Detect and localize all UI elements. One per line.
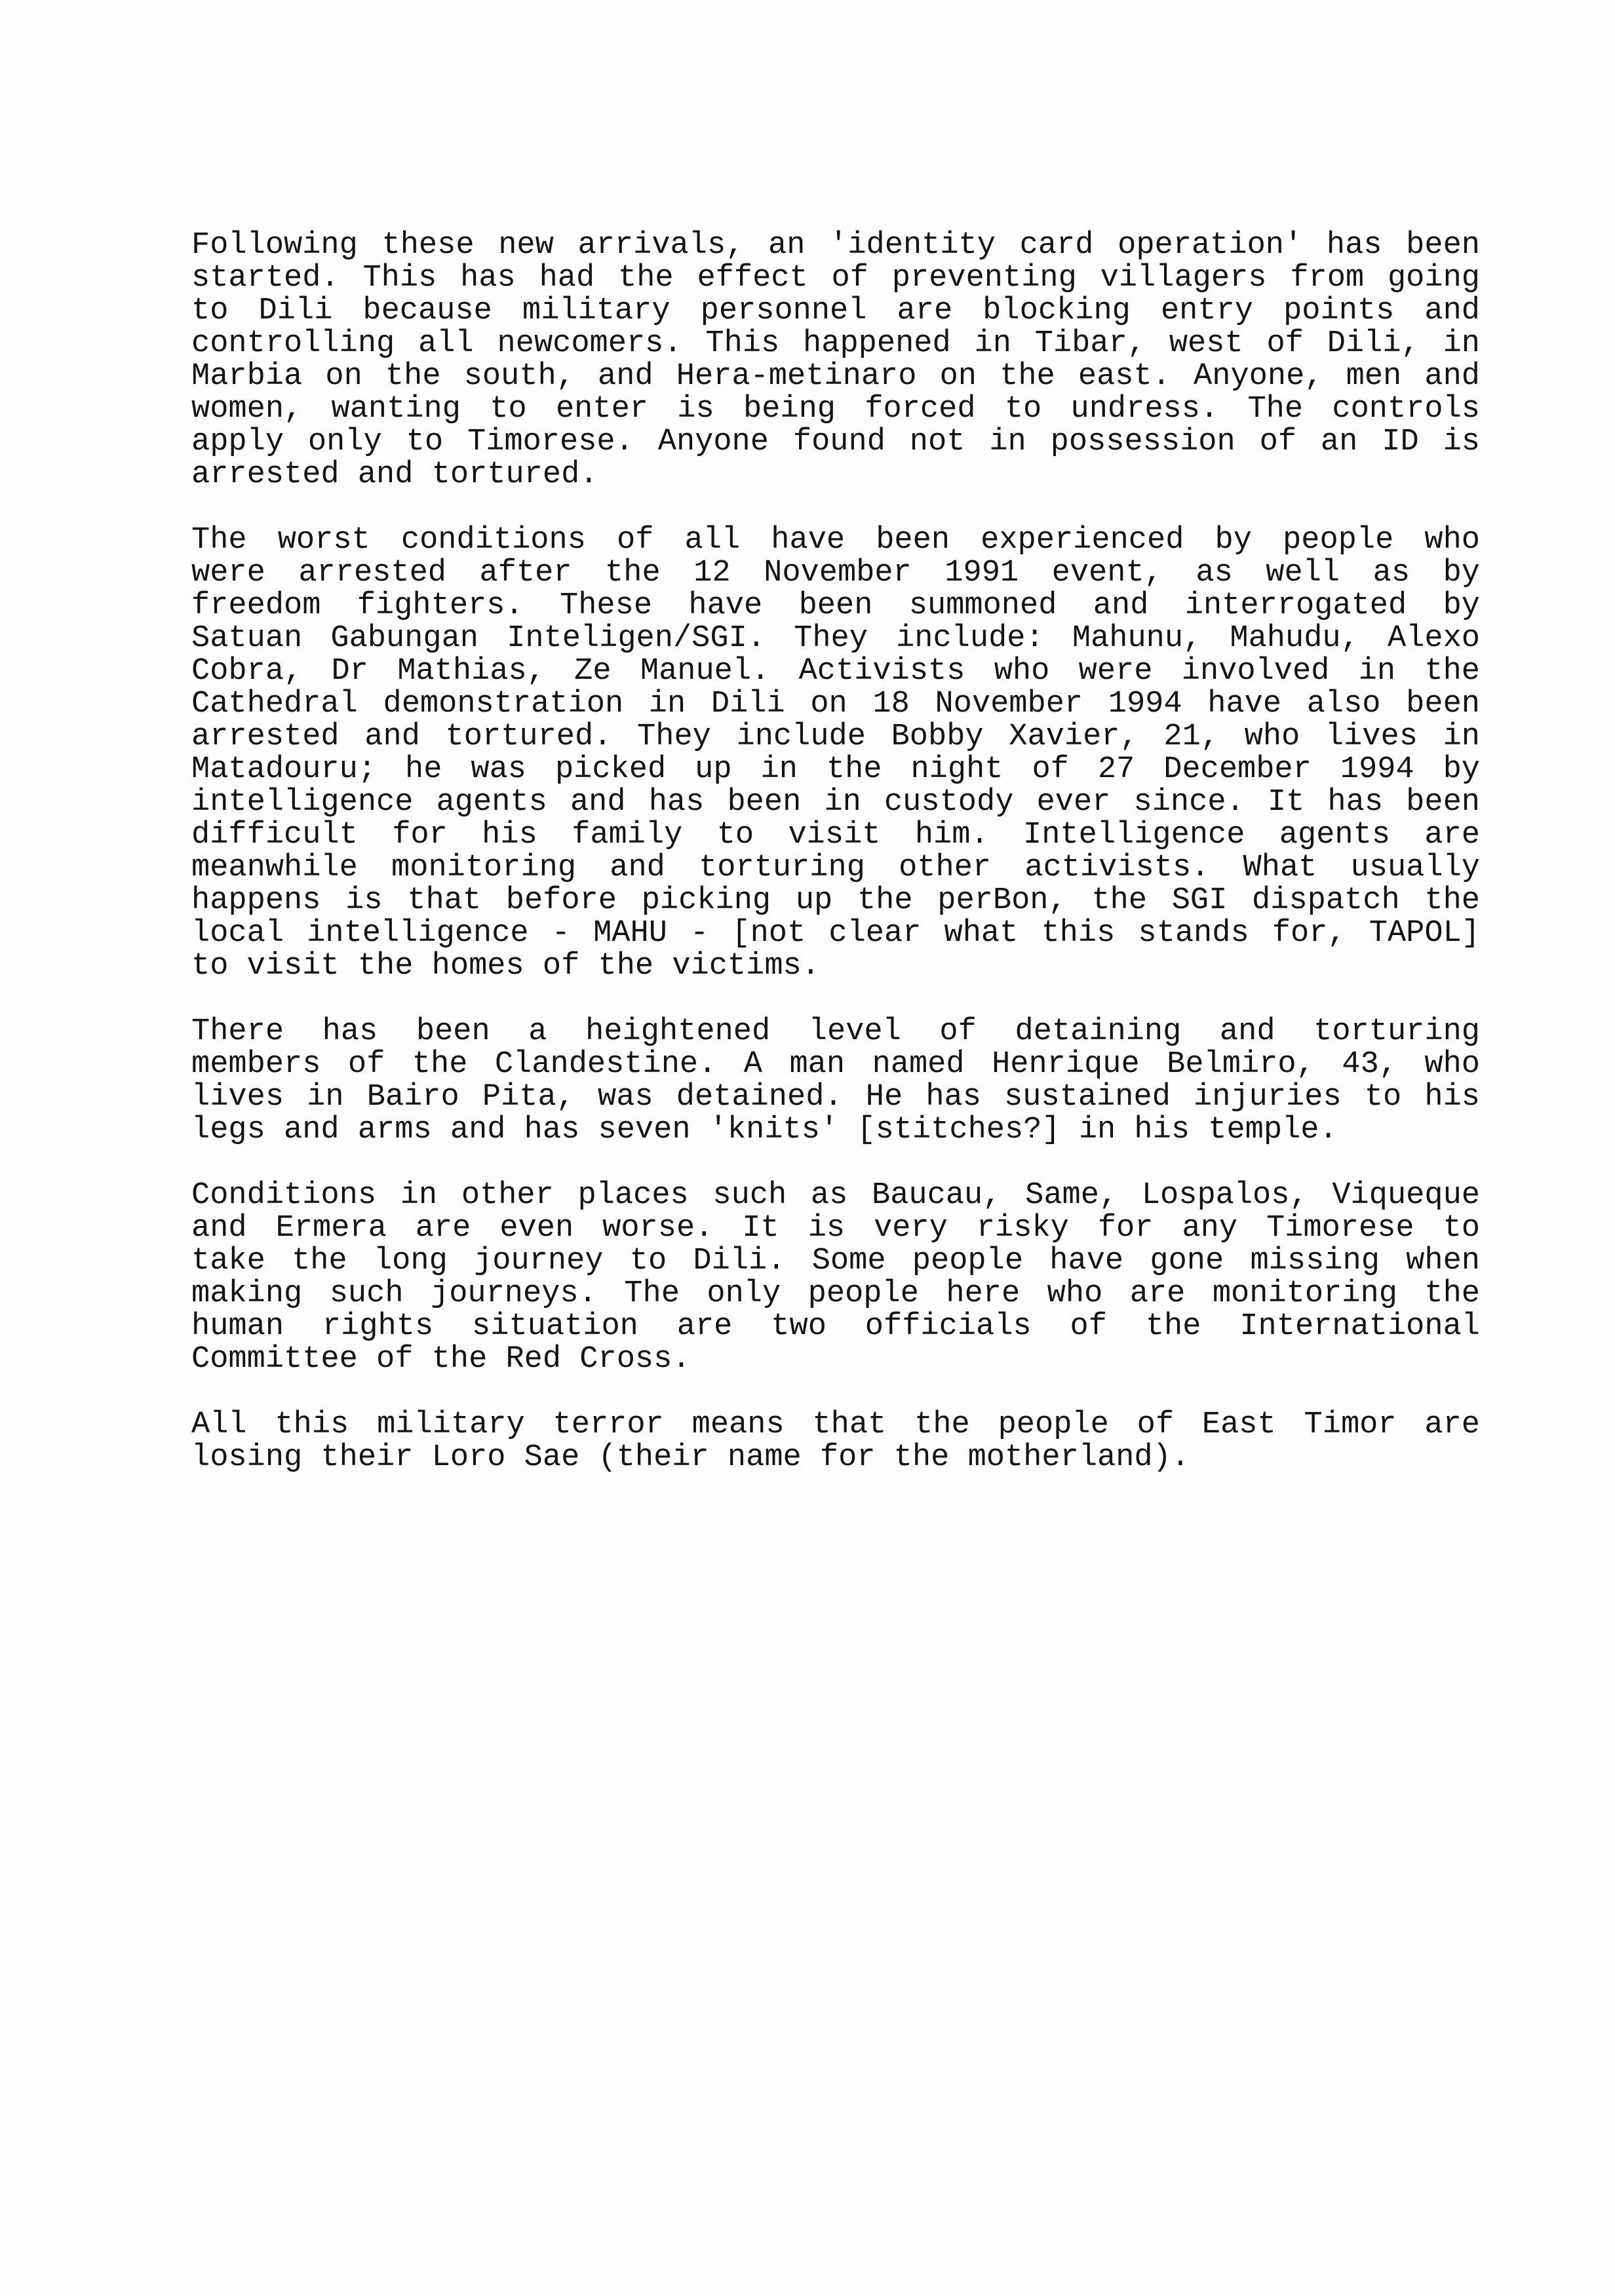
- text-line: to visit the homes of the victims.: [191, 949, 820, 984]
- text-line: arrested and tortured.: [191, 457, 598, 492]
- paragraph-worst-conditions: [191, 524, 1480, 983]
- text-line: local intelligence - MAHU - [not clear what this stands for, TAPOL]: [191, 916, 1480, 951]
- text-line: Matadouru; he was picked up in the night of 27 December 1994 by: [191, 752, 1480, 787]
- paragraph-military-terror: [191, 1409, 1480, 1474]
- text-line: There has been a heightened level of detaining and torturing: [191, 1014, 1480, 1049]
- text-line: happens is that before picking up the perBon, the SGI dispatch the: [191, 883, 1480, 918]
- text-line: started. This has had the effect of preventing villagers from going: [191, 261, 1480, 296]
- text-line: lives in Bairo Pita, was detained. He has sustained injuries to his: [191, 1080, 1480, 1115]
- text-line: freedom fighters. These have been summoned and interrogated by: [191, 588, 1480, 623]
- text-line: apply only to Timorese. Anyone found not in possession of an ID is: [191, 425, 1480, 459]
- text-line: controlling all newcomers. This happened in Tibar, west of Dili, in: [191, 326, 1480, 361]
- text-line: to Dili because military personnel are blocking entry points and: [191, 294, 1480, 328]
- text-line: human rights situation are two officials of the International: [191, 1309, 1480, 1344]
- text-line: Conditions in other places such as Baucau, Same, Lospalos, Viqueque: [191, 1178, 1480, 1213]
- text-line: Following these new arrivals, an 'identity card operation' has been: [191, 228, 1480, 263]
- text-line: All this military terror means that the people of East Timor are: [191, 1407, 1480, 1442]
- text-line: Cobra, Dr Mathias, Ze Manuel. Activists who were involved in the: [191, 654, 1480, 689]
- text-line: The worst conditions of all have been experienced by people who: [191, 523, 1480, 558]
- text-line: and Ermera are even worse. It is very risky for any Timorese to: [191, 1211, 1480, 1246]
- text-line: intelligence agents and has been in custody ever since. It has been: [191, 785, 1480, 820]
- text-line: members of the Clandestine. A man named Henrique Belmiro, 43, who: [191, 1047, 1480, 1082]
- paragraph-identity-card-operation: [191, 229, 1480, 491]
- text-line: meanwhile monitoring and torturing other activists. What usually: [191, 851, 1480, 885]
- text-line: Satuan Gabungan Inteligen/SGI. They include: Mahunu, Mahudu, Alexo: [191, 621, 1480, 656]
- text-line: were arrested after the 12 November 1991 event, as well as by: [191, 556, 1480, 590]
- text-line: losing their Loro Sae (their name for the motherland).: [191, 1440, 1190, 1475]
- text-line: Cathedral demonstration in Dili on 18 November 1994 have also been: [191, 687, 1480, 721]
- text-line: Marbia on the south, and Hera-metinaro on the east. Anyone, men and: [191, 359, 1480, 394]
- document-body: [191, 229, 1480, 1507]
- text-line: making such journeys. The only people here who are monitoring the: [191, 1276, 1480, 1311]
- text-line: Committee of the Red Cross.: [191, 1342, 691, 1377]
- text-line: difficult for his family to visit him. Intelligence agents are: [191, 818, 1480, 852]
- paragraph-other-places: [191, 1179, 1480, 1376]
- text-line: arrested and tortured. They include Bobby Xavier, 21, who lives in: [191, 719, 1480, 754]
- text-line: take the long journey to Dili. Some people have gone missing when: [191, 1244, 1480, 1278]
- paragraph-clandestine-detentions: [191, 1016, 1480, 1147]
- text-line: legs and arms and has seven 'knits' [stitches?] in his temple.: [191, 1113, 1338, 1147]
- text-line: women, wanting to enter is being forced to undress. The controls: [191, 392, 1480, 427]
